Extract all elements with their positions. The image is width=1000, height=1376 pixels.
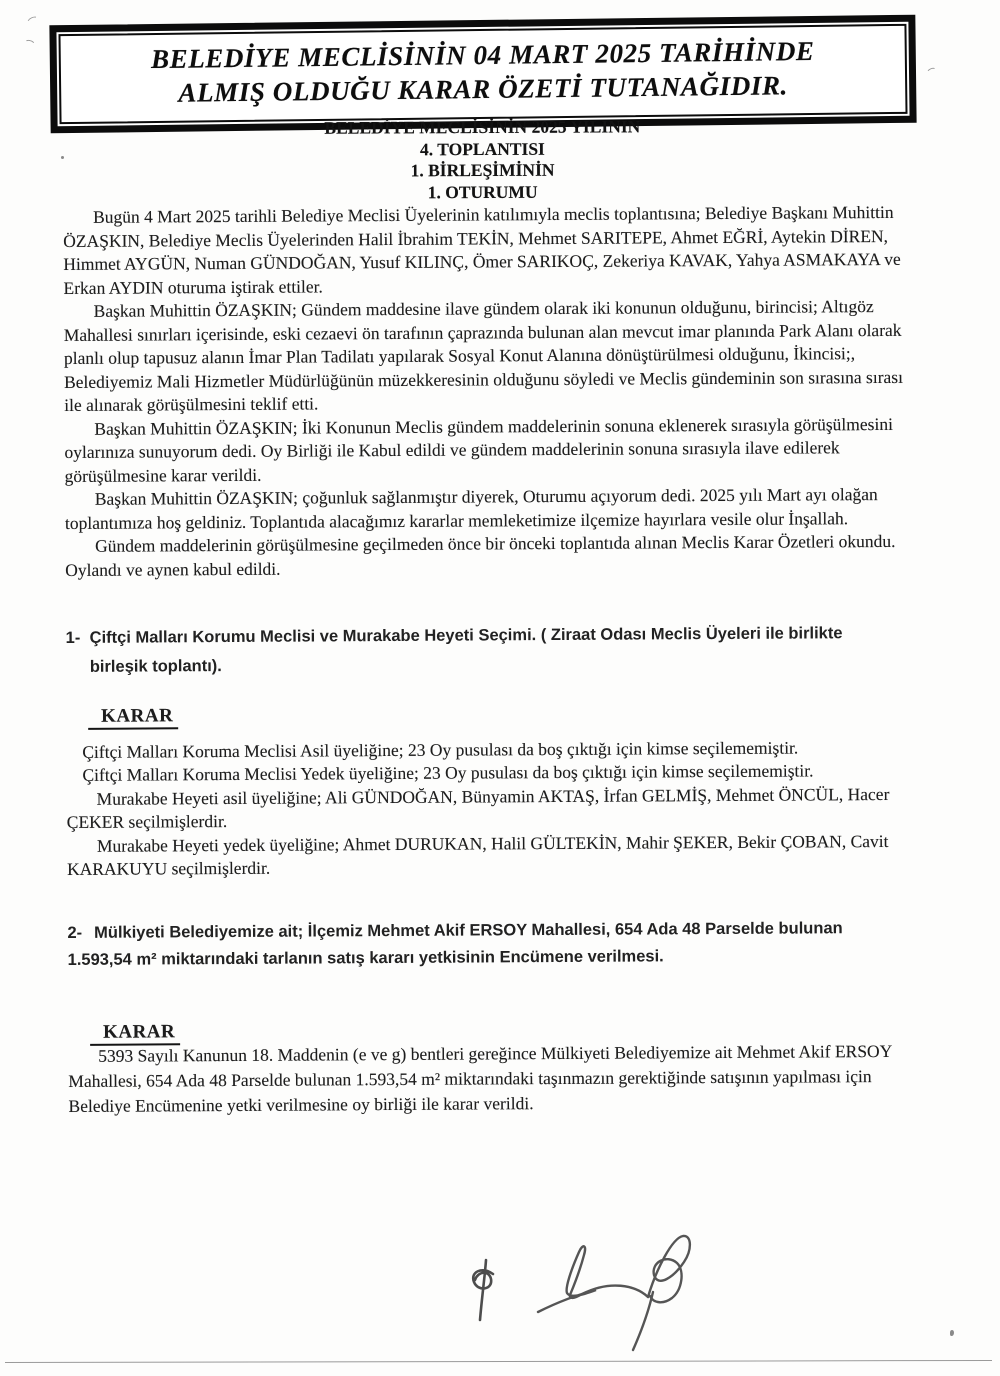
session-heading-meeting: 4. TOPLANTISI: [419, 138, 545, 159]
session-headings: [60, 115, 905, 205]
signature-right-icon: [538, 1236, 690, 1350]
agenda-additions-paragraph: Başkan Muhittin ÖZAŞKIN; Gündem maddesine ilave gündem olarak iki konunun olduğunu, birincisi; Altıgöz Mahallesi sınırları içerisinde, eski cezaevi ön tarafının çaprazında bulunan alan mevcut imar planında Park Alanı olarak planlı olup tapusuz alanın İmar Plan Tadilatı yapılarak Sosyal Konut Alanına dönüştürülmesi olduğunu, İkincisi;, Belediyemiz Mali Hizmetler Müdürlüğünün müzekkeresinin olduğunu söyledi ve Meclis gündeminin son sırasına sırası ile alınarak görüşülmesini teklif etti.: [63, 296, 903, 415]
previous-minutes-paragraph: Gündem maddelerinin görüşülmesine geçilmeden önce bir önceki toplantıda alınan Meclis Karar Özetleri okundu. Oylandı ve aynen kabul edildi.: [65, 530, 896, 580]
agenda-item-1-number: 1-: [65, 628, 81, 647]
agenda-item-2: [67, 914, 912, 973]
agenda-item-1: [66, 619, 911, 682]
karar-heading-1-label: KARAR: [88, 705, 178, 730]
document-title-box-inner: [58, 24, 907, 124]
signature-left-icon: [473, 1260, 493, 1320]
karar-heading-1: [88, 700, 911, 729]
scan-speck-icon: [26, 15, 40, 27]
karar-1-line-murakabe-asil: Murakabe Heyeti asil üyeliğine; Ali GÜNDOĞAN, Bünyamin AKTAŞ, İrfan GELMİŞ, Mehmet ÖNCÜL, Hacer ÇEKER seçilmişlerdir.: [66, 783, 890, 832]
signatures-area: [420, 1230, 720, 1360]
karar-heading-2-label: KARAR: [90, 1021, 180, 1046]
karar-1-body: [66, 735, 912, 881]
karar-2-paragraph: 5393 Sayılı Kanunun 18. Maddenin (e ve g) bentleri gereğince Mülkiyeti Belediyemize ait Mehmet Akif ERSOY Mahallesi, 654 Ada 48 Parselde bulunan 1.593,54 m² miktarındaki taşınmazın gerektiğinde satışının yapılması için Belediye Encümenine yetki verilmesine oy birliği ile karar verildi.: [68, 1040, 892, 1116]
scan-speck-icon: [23, 39, 36, 50]
session-heading-year: BELEDİYE MECLİSİNİN 2025 YILININ: [324, 116, 641, 138]
agenda-item-2-text: Mülkiyeti Belediyemize ait; İlçemiz Mehmet Akif ERSOY Mahallesi, 654 Ada 48 Parselde bulunan 1.593,54 m² miktarındaki tarlanın satış kararı yetkisinin Encümene verilmesi.: [67, 918, 843, 969]
scan-speck-icon: [950, 1330, 954, 1336]
attendance-paragraph: Bugün 4 Mart 2025 tarihli Belediye Meclisi Üyelerinin katılımıyla meclis toplantısına; Belediye Başkanı Muhittin ÖZAŞKIN, Belediye Meclis Üyelerinden Halil İbrahim TEKİN, Mehmet SARITEPE, Ahmet EĞRİ, Aytekin DİREN, Himmet AYGÜN, Numan GÜNDOĞAN, Yusuf KILINÇ, Ömer SARIKOÇ, Zekeriya KAVAK, Yahya ASMAKAYA ve Erkan AYDIN oturuma iştirak ettiler.: [63, 201, 901, 298]
document-title-line1: BELEDİYE MECLİSİNİN 04 MART 2025 TARİHİNDE: [150, 35, 815, 75]
session-heading-assembly: 1. BİRLEŞİMİNİN: [410, 159, 555, 181]
scan-speck-icon: [61, 156, 64, 159]
signature-marks: [420, 1230, 720, 1355]
karar-1-line-murakabe-yedek: Murakabe Heyeti yedek üyeliğine; Ahmet DURUKAN, Halil GÜLTEKİN, Mahir ŞEKER, Bekir ÇOBAN, Cavit KARAKUYU seçilmişlerdir.: [66, 830, 889, 879]
document-title-line2: ALMIŞ OLDUĞU KARAR ÖZETİ TUTANAĞIDIR.: [178, 70, 789, 108]
vote-on-additions-paragraph: Başkan Muhittin ÖZAŞKIN; İki Konunun Meclis gündem maddelerinin sonuna eklenerek sırasıyla görüşülmesini oylarınıza sunuyorum dedi. Oy Birliği ile Kabul edildi ve gündem maddelerinin sonuna sırasıyla ilave edilerek görüşülmesine karar verildi.: [64, 413, 893, 486]
karar-1-line-asil: Çiftçi Malları Koruma Meclisi Asil üyeliğine; 23 Oy pusulası da boş çıktığı için kimse seçilememiştir.: [82, 737, 799, 762]
karar-1-line-yedek: Çiftçi Malları Koruma Meclisi Yedek üyeliğine; 23 Oy pusulası da boş çıktığı için kimse seçilememiştir.: [82, 760, 814, 785]
scan-speck-icon: [926, 67, 938, 77]
opening-paragraph: Başkan Muhittin ÖZAŞKIN; çoğunluk sağlanmıştır diyerek, Oturumu açıyorum dedi. 2025 yılı Mart ayı olağan toplantımıza hoş geldiniz. Toplantıda alacağımız kararlar memleketimize ilçemize hayırlara vesile olur İnşallah.: [64, 484, 878, 533]
bottom-scan-line: [5, 1360, 992, 1363]
session-heading-sitting: 1. OTURUMU: [427, 181, 538, 202]
agenda-item-1-text: Çiftçi Malları Korumu Meclisi ve Murakabe Heyeti Seçimi. ( Ziraat Odası Meclis Üyeleri ile birlikte birleşik toplantı).: [89, 624, 843, 676]
agenda-item-2-number: 2-: [67, 923, 83, 942]
document-body: [63, 201, 914, 1119]
